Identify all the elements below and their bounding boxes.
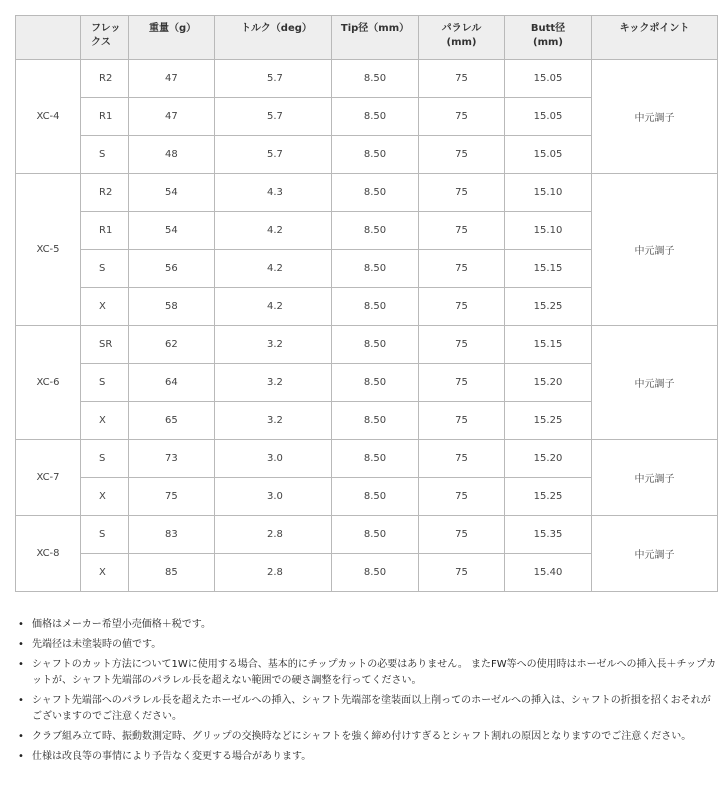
model-cell: XC-5 — [16, 174, 81, 326]
flex-cell: R1 — [81, 98, 129, 136]
butt-cell: 15.10 — [505, 174, 592, 212]
torque-cell: 2.8 — [215, 554, 332, 592]
flex-cell: S — [81, 440, 129, 478]
table-row — [16, 60, 718, 98]
torque-cell: 4.2 — [215, 250, 332, 288]
parallel-cell: 75 — [419, 98, 505, 136]
tip-cell: 8.50 — [332, 250, 419, 288]
header-torque: トルク（deg） — [215, 16, 332, 60]
note-text: 先端径は未塗装時の値です。 — [32, 639, 162, 650]
spec-body — [16, 60, 718, 592]
butt-cell: 15.25 — [505, 402, 592, 440]
header-tip: Tip径（mm） — [332, 16, 419, 60]
tip-cell: 8.50 — [332, 440, 419, 478]
weight-cell: 47 — [129, 60, 215, 98]
flex-cell: X — [81, 478, 129, 516]
parallel-cell: 75 — [419, 516, 505, 554]
torque-cell: 5.7 — [215, 136, 332, 174]
header-model — [16, 16, 81, 60]
flex-cell: S — [81, 136, 129, 174]
flex-cell: SR — [81, 326, 129, 364]
tip-cell: 8.50 — [332, 478, 419, 516]
spec-table — [15, 15, 718, 592]
tip-cell: 8.50 — [332, 554, 419, 592]
butt-cell: 15.15 — [505, 250, 592, 288]
torque-cell: 3.2 — [215, 364, 332, 402]
butt-cell: 15.35 — [505, 516, 592, 554]
flex-cell: X — [81, 288, 129, 326]
note-text: 価格はメーカー希望小売価格＋税です。 — [32, 619, 211, 630]
torque-cell: 4.2 — [215, 288, 332, 326]
note-item — [14, 637, 719, 653]
model-cell: XC-4 — [16, 60, 81, 174]
weight-cell: 56 — [129, 250, 215, 288]
note-text: 仕様は改良等の事情により予告なく変更する場合があります。 — [32, 751, 312, 762]
flex-cell: S — [81, 250, 129, 288]
torque-cell: 2.8 — [215, 516, 332, 554]
weight-cell: 54 — [129, 212, 215, 250]
header-parallel: パラレル (mm) — [419, 16, 505, 60]
butt-cell: 15.40 — [505, 554, 592, 592]
bullet-icon: • — [18, 659, 24, 670]
parallel-cell: 75 — [419, 60, 505, 98]
bullet-icon: • — [18, 619, 24, 630]
bullet-icon: • — [18, 731, 24, 742]
tip-cell: 8.50 — [332, 212, 419, 250]
note-text: シャフト先端部へのパラレル長を超えたホーゼルへの挿入、シャフト先端部を塗装面以上削ってのホーゼルへの挿入は、シャフトの折損を招くおそれがございますのでご注意ください。 — [32, 695, 711, 722]
note-text: クラブ組み立て時、振動数測定時、グリップの交換時などにシャフトを強く締め付けすぎるとシャフト割れの原因となりますのでご注意ください。 — [32, 731, 692, 742]
notes-list — [14, 617, 719, 769]
torque-cell: 4.2 — [215, 212, 332, 250]
tip-cell: 8.50 — [332, 60, 419, 98]
torque-cell: 3.2 — [215, 326, 332, 364]
butt-cell: 15.20 — [505, 440, 592, 478]
header-flex: フレックス — [81, 16, 129, 60]
butt-cell: 15.10 — [505, 212, 592, 250]
note-item — [14, 657, 719, 689]
flex-cell: S — [81, 516, 129, 554]
parallel-cell: 75 — [419, 288, 505, 326]
kickpoint-cell: 中元調子 — [592, 440, 718, 516]
tip-cell: 8.50 — [332, 516, 419, 554]
parallel-cell: 75 — [419, 364, 505, 402]
butt-cell: 15.25 — [505, 288, 592, 326]
table-row — [16, 326, 718, 364]
weight-cell: 64 — [129, 364, 215, 402]
weight-cell: 54 — [129, 174, 215, 212]
flex-cell: X — [81, 554, 129, 592]
weight-cell: 58 — [129, 288, 215, 326]
table-row — [16, 440, 718, 478]
weight-cell: 75 — [129, 478, 215, 516]
header-butt: Butt径 (mm) — [505, 16, 592, 60]
torque-cell: 3.2 — [215, 402, 332, 440]
kickpoint-cell: 中元調子 — [592, 516, 718, 592]
model-cell: XC-6 — [16, 326, 81, 440]
note-item — [14, 693, 719, 725]
header-kickpoint: キックポイント — [592, 16, 718, 60]
butt-cell: 15.05 — [505, 136, 592, 174]
butt-cell: 15.20 — [505, 364, 592, 402]
butt-cell: 15.05 — [505, 98, 592, 136]
table-row — [16, 174, 718, 212]
parallel-cell: 75 — [419, 212, 505, 250]
parallel-cell: 75 — [419, 554, 505, 592]
parallel-cell: 75 — [419, 250, 505, 288]
note-item — [14, 729, 719, 745]
header-row — [16, 16, 718, 60]
torque-cell: 5.7 — [215, 60, 332, 98]
header-weight: 重量（g） — [129, 16, 215, 60]
parallel-cell: 75 — [419, 402, 505, 440]
weight-cell: 85 — [129, 554, 215, 592]
bullet-icon: • — [18, 695, 24, 706]
weight-cell: 65 — [129, 402, 215, 440]
note-item — [14, 749, 719, 765]
torque-cell: 3.0 — [215, 440, 332, 478]
flex-cell: X — [81, 402, 129, 440]
kickpoint-cell: 中元調子 — [592, 60, 718, 174]
weight-cell: 48 — [129, 136, 215, 174]
butt-cell: 15.05 — [505, 60, 592, 98]
bullet-icon: • — [18, 751, 24, 762]
weight-cell: 62 — [129, 326, 215, 364]
torque-cell: 4.3 — [215, 174, 332, 212]
flex-cell: R2 — [81, 60, 129, 98]
torque-cell: 5.7 — [215, 98, 332, 136]
tip-cell: 8.50 — [332, 98, 419, 136]
butt-cell: 15.25 — [505, 478, 592, 516]
model-cell: XC-7 — [16, 440, 81, 516]
butt-cell: 15.15 — [505, 326, 592, 364]
torque-cell: 3.0 — [215, 478, 332, 516]
parallel-cell: 75 — [419, 478, 505, 516]
tip-cell: 8.50 — [332, 136, 419, 174]
kickpoint-cell: 中元調子 — [592, 174, 718, 326]
table-row — [16, 516, 718, 554]
parallel-cell: 75 — [419, 440, 505, 478]
tip-cell: 8.50 — [332, 364, 419, 402]
parallel-cell: 75 — [419, 136, 505, 174]
parallel-cell: 75 — [419, 174, 505, 212]
tip-cell: 8.50 — [332, 402, 419, 440]
model-cell: XC-8 — [16, 516, 81, 592]
note-text: シャフトのカット方法について1Wに使用する場合、基本的にチップカットの必要はありません。 またFW等への使用時はホーゼルへの挿入長＋チップカットが、シャフト先端部のパラレル長を超えない範囲での硬さ調整を行ってください。 — [32, 659, 717, 686]
parallel-cell: 75 — [419, 326, 505, 364]
flex-cell: R1 — [81, 212, 129, 250]
weight-cell: 83 — [129, 516, 215, 554]
note-item — [14, 617, 719, 633]
flex-cell: S — [81, 364, 129, 402]
tip-cell: 8.50 — [332, 288, 419, 326]
tip-cell: 8.50 — [332, 174, 419, 212]
flex-cell: R2 — [81, 174, 129, 212]
tip-cell: 8.50 — [332, 326, 419, 364]
bullet-icon: • — [18, 639, 24, 650]
kickpoint-cell: 中元調子 — [592, 326, 718, 440]
weight-cell: 73 — [129, 440, 215, 478]
weight-cell: 47 — [129, 98, 215, 136]
